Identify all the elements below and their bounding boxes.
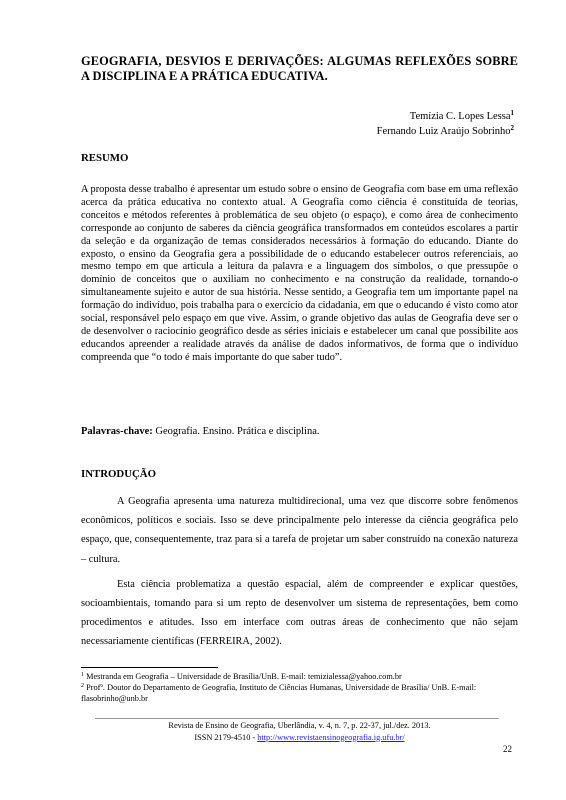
footnotes — [81, 672, 518, 704]
abstract-text: A proposta desse trabalho é apresentar um estudo sobre o ensino de Geografia com base em uma reflexão acerca da prática educativa no contexto atual. A Geografia como ciência é constituída de teorias, conceitos e métodos referentes à problemática de seu objeto (o espaço), e como área de conhecimento corresponde ao conjunto de saberes da ciência geográfica transformados em conteúdos escolares a partir da seleção e da organização de temas considerados necessários à formação do educando. Diante do exposto, o ensino da Geografia gera a possibilidade de o educando estabelecer outros referenciais, ao mesmo tempo em que articula a leitura da palavra e a linguagem dos símbolos, o que pressupõe o domínio de conceitos que o auxiliam no conhecimento e na construção da realidade, tornando-o simultaneamente sujeito e autor de sua história. Nesse sentido, a Geografia tem um importante papel na formação do indivíduo, pois trabalha para o exercício da cidadania, em que o educando é visto como ator social, responsável pelo espaço em que vive. Assim, o grande objetivo das aulas de Geografia deve ser o de desenvolver o raciocínio geográfico desde as séries iniciais e estabelecer um canal que possibilite aos educandos apreender a realidade através da análise de dados informativos, de forma que o indivíduo compreenda que “o todo é mais importante do que saber tudo”. — [81, 184, 518, 363]
footnote-1-mark: 1 — [81, 672, 84, 678]
issn-text: ISSN 2179-4510 - — [194, 732, 258, 742]
introduction-heading: INTRODUÇÃO — [81, 468, 156, 480]
keywords-label: Palavras-chave: — [81, 426, 153, 437]
footnote-divider — [81, 667, 218, 668]
page-number: 22 — [503, 744, 512, 754]
keywords-text: Geografia. Ensino. Prática e disciplina. — [152, 426, 320, 437]
footnote-2-mark: 2 — [81, 682, 84, 689]
footnote-2-text: Profº. Doutor do Departamento de Geografia, Instituto de Ciências Humanas, Universidade de Brasília/ UnB. E-mail: flasobrinho@unb.br — [81, 682, 477, 703]
abstract-heading: RESUMO — [81, 152, 129, 164]
footnote-1 — [81, 672, 518, 683]
journal-link[interactable]: http://www.revistaensinogeografia.ig.ufu.br/ — [257, 732, 405, 742]
introduction-paragraph-2: Esta ciência problematiza a questão espacial, além de compreender e explicar questões, socioambientais, tomando para si um repto de desenvolver um sistema de representações, bem como procedimentos e atitudes. Isso em interface com outras áreas de conhecimento que não sejam necessariamente científicas (FERREIRA, 2002). — [81, 578, 518, 648]
footer-divider — [95, 718, 499, 719]
author-1-name: Temízia C. Lopes Lessa — [409, 111, 511, 122]
author-list — [377, 110, 514, 139]
journal-citation: Revista de Ensino de Geografia, Uberlândia, v. 4, n. 7, p. 22-37, jul./dez. 2013. — [168, 721, 431, 730]
article-title: GEOGRAFIA, DESVIOS E DERIVAÇÕES: ALGUMAS REFLEXÕES SOBRE A DISCIPLINA E A PRÁTICA EDUCATIVA. — [81, 54, 518, 83]
author-2-name: Fernando Luiz Araújo Sobrinho — [376, 125, 511, 137]
introduction-body — [81, 492, 518, 658]
author-1-footnote-mark[interactable]: 1 — [510, 109, 514, 117]
footnote-1-text: Mestranda em Geografia – Universidade de Brasília/UnB. E-mail: temizialessa@yahoo.com.br — [84, 672, 402, 681]
keywords — [81, 426, 518, 437]
author-2-footnote-mark[interactable]: 2 — [510, 123, 514, 132]
issn-line — [81, 732, 518, 744]
page-footer — [81, 720, 518, 743]
introduction-paragraph-1: A Geografia apresenta uma natureza multidirecional, uma vez que discorre sobre fenômenos econômicos, políticos e sociais. Isso se deve principalmente pelo interesse da ciência geográfica pelo espaço, que, consequentemente, traz para si a tarefa de projetar um saber construído na conexão natureza – cultura. — [81, 496, 518, 565]
footnote-2 — [81, 683, 518, 705]
author-1 — [377, 110, 514, 125]
author-2 — [377, 125, 514, 140]
